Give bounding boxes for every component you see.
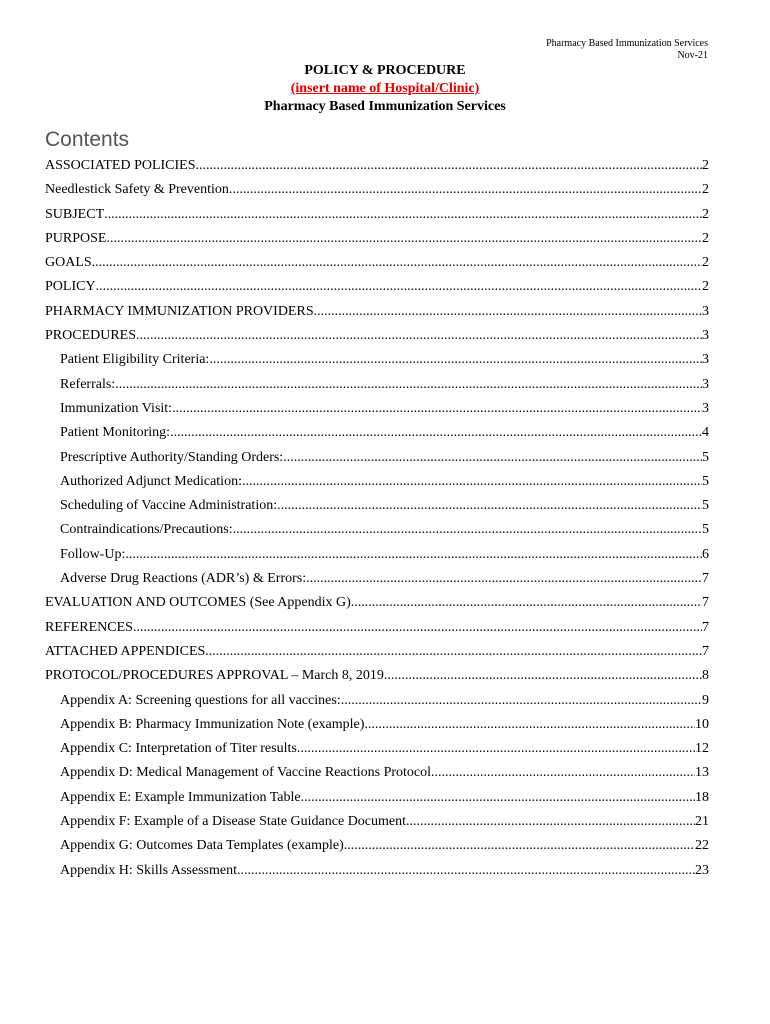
header-doc-label: Pharmacy Based Immunization Services [546,38,708,49]
toc-entry[interactable] [45,373,709,397]
toc-entry[interactable] [45,300,709,324]
toc-leader-dots [115,373,702,397]
toc-entry-label: Prescriptive Authority/Standing Orders: [60,449,284,465]
toc-entry-page-number: 6 [702,546,709,562]
toc-entry-page-number: 2 [702,255,709,271]
toc-entry-page-number: 18 [695,789,709,805]
toc-entry-label: PURPOSE [45,230,107,246]
toc-leader-dots [431,761,695,785]
toc-entry-page-number: 2 [702,182,709,198]
toc-entry-label: REFERENCES [45,619,133,635]
toc-entry-page-number: 12 [695,741,709,757]
toc-entry-page-number: 7 [702,595,709,611]
toc-leader-dots [406,810,695,834]
toc-entry-label: ATTACHED APPENDICES [45,643,206,659]
toc-entry-label: Adverse Drug Reactions (ADR’s) & Errors: [60,571,307,587]
toc-entry-label: Referrals: [60,376,116,392]
toc-entry-page-number: 2 [702,279,709,295]
toc-entry[interactable] [45,178,709,202]
toc-entry-page-number: 22 [695,838,709,854]
toc-entry[interactable] [45,275,709,299]
toc-leader-dots [384,664,702,688]
toc-entry-page-number: 3 [702,352,709,368]
toc-entry-page-number: 10 [695,716,709,732]
hospital-name-placeholder: (insert name of Hospital/Clinic) [290,81,480,96]
toc-leader-dots [344,834,695,858]
toc-entry-label: ASSOCIATED POLICIES [45,158,196,173]
toc-entry-page-number: 21 [695,814,709,830]
toc-entry[interactable] [45,446,709,470]
toc-leader-dots [92,251,702,275]
toc-entry-label: Appendix C: Interpretation of Titer results [60,741,297,757]
toc-leader-dots [205,640,702,664]
toc-entry-page-number: 7 [702,571,709,587]
toc-entry-page-number: 13 [695,765,709,781]
toc-leader-dots [209,348,702,372]
toc-entry-label: Contraindications/Precautions: [60,522,233,538]
toc-entry-label: EVALUATION AND OUTCOMES (See Appendix G) [45,595,351,611]
toc-entry-page-number: 2 [702,206,709,222]
toc-entry-label: PROTOCOL/PROCEDURES APPROVAL – March 8, 2019 [45,668,384,684]
toc-entry[interactable] [45,810,709,834]
toc-leader-dots [301,786,695,810]
toc-leader-dots [364,713,695,737]
toc-leader-dots [196,154,702,178]
toc-leader-dots [341,689,702,713]
toc-entry-label: Appendix E: Example Immunization Table [60,789,301,805]
toc-entry-page-number: 4 [702,425,709,441]
toc-entry-page-number: 9 [702,692,709,708]
toc-entry-page-number: 7 [702,643,709,659]
toc-entry[interactable] [45,154,709,178]
toc-entry-label: Patient Monitoring: [60,425,171,441]
toc-entry-page-number: 5 [702,498,709,514]
toc-entry-label: Scheduling of Vaccine Administration: [60,498,278,514]
toc-entry-page-number: 3 [702,376,709,392]
toc-leader-dots [96,275,702,299]
toc-entry[interactable] [45,859,709,883]
table-of-contents [45,154,709,883]
toc-entry-label: PROCEDURES [45,328,137,344]
toc-entry-label: Needlestick Safety & Prevention [45,182,229,198]
toc-leader-dots [297,737,695,761]
toc-leader-dots [351,591,702,615]
toc-leader-dots [277,494,702,518]
toc-entry[interactable] [45,397,709,421]
toc-leader-dots [170,421,702,445]
toc-entry[interactable] [45,543,709,567]
toc-entry-label: Immunization Visit: [60,400,173,416]
toc-entry[interactable] [45,664,709,688]
toc-entry-label: GOALS [45,255,92,271]
toc-entry-page-number: 5 [702,449,709,465]
header-date: Nov-21 [677,50,708,61]
toc-entry-label: POLICY [45,279,96,295]
toc-entry[interactable] [45,227,709,251]
toc-entry[interactable] [45,251,709,275]
contents-heading: Contents [45,128,130,151]
toc-leader-dots [229,178,702,202]
toc-entry[interactable] [45,203,709,227]
toc-entry-page-number: 5 [702,522,709,538]
toc-entry[interactable] [45,494,709,518]
toc-entry[interactable] [45,761,709,785]
toc-entry[interactable] [45,567,709,591]
toc-entry-page-number: 3 [702,400,709,416]
toc-entry-label: Appendix G: Outcomes Data Templates (example) [60,838,344,854]
toc-entry-page-number: 5 [702,473,709,489]
toc-leader-dots [283,446,702,470]
toc-leader-dots [237,859,695,883]
title-block [0,62,770,116]
toc-entry-label: Appendix H: Skills Assessment [60,862,237,878]
toc-leader-dots [242,470,702,494]
toc-entry-label: Appendix D: Medical Management of Vaccine Reactions Protocol [60,765,432,781]
toc-leader-dots [106,227,702,251]
toc-entry[interactable] [45,713,709,737]
toc-leader-dots [133,616,702,640]
toc-entry[interactable] [45,689,709,713]
toc-entry[interactable] [45,324,709,348]
toc-entry-label: Patient Eligibility Criteria: [60,352,210,368]
toc-entry[interactable] [45,421,709,445]
toc-entry-label: Authorized Adjunct Medication: [60,473,242,489]
toc-leader-dots [104,203,702,227]
toc-entry-label: Appendix B: Pharmacy Immunization Note (example) [60,716,365,732]
toc-leader-dots [172,397,702,421]
toc-entry[interactable] [45,470,709,494]
toc-leader-dots [306,567,702,591]
toc-entry-page-number: 2 [702,158,709,173]
toc-leader-dots [314,300,702,324]
page-header [546,38,708,62]
toc-entry-label: Appendix A: Screening questions for all vaccines: [60,692,341,708]
toc-entry[interactable] [45,616,709,640]
toc-leader-dots [233,518,702,542]
toc-entry-page-number: 3 [702,303,709,319]
toc-leader-dots [125,543,702,567]
document-subtitle: Pharmacy Based Immunization Services [264,99,506,114]
toc-entry[interactable] [45,834,709,858]
toc-entry-label: Follow-Up: [60,546,126,562]
toc-entry-page-number: 7 [702,619,709,635]
toc-entry[interactable] [45,786,709,810]
toc-entry[interactable] [45,348,709,372]
document-title: POLICY & PROCEDURE [304,63,466,78]
toc-entry-page-number: 8 [702,668,709,684]
toc-leader-dots [136,324,702,348]
toc-entry[interactable] [45,640,709,664]
toc-entry-label: SUBJECT [45,206,105,222]
toc-entry[interactable] [45,518,709,542]
toc-entry-page-number: 2 [702,230,709,246]
toc-entry-page-number: 3 [702,328,709,344]
toc-entry[interactable] [45,737,709,761]
toc-entry-label: PHARMACY IMMUNIZATION PROVIDERS [45,303,314,319]
toc-entry[interactable] [45,591,709,615]
toc-entry-page-number: 23 [695,862,709,878]
toc-entry-label: Appendix F: Example of a Disease State Guidance Document [60,814,407,830]
